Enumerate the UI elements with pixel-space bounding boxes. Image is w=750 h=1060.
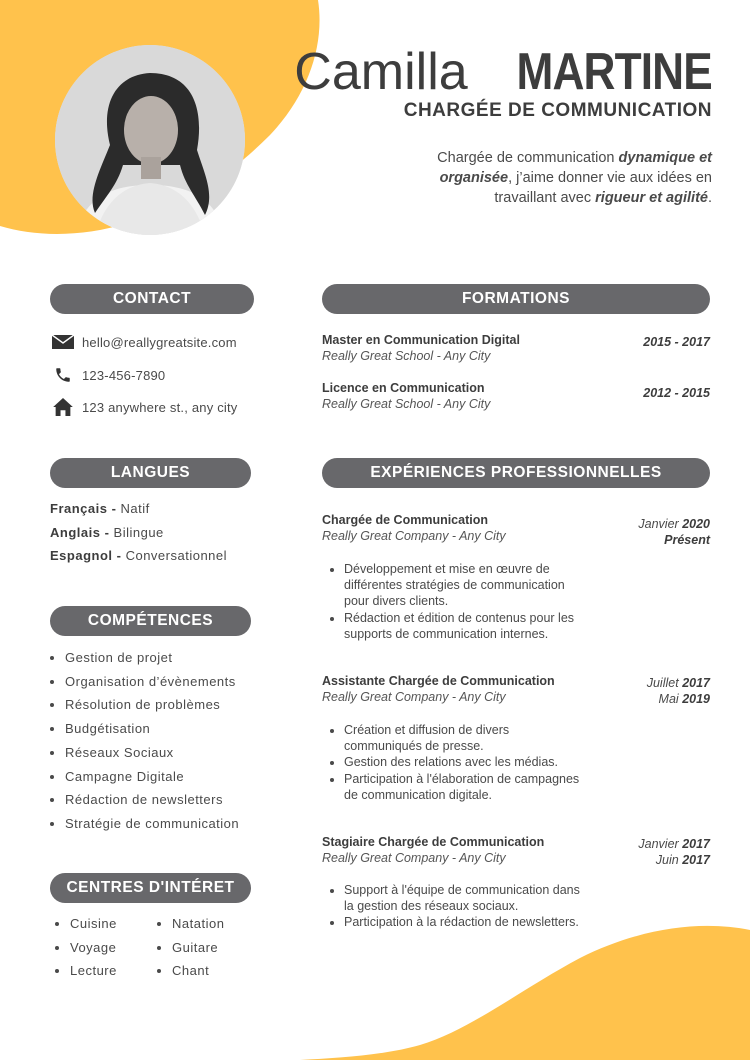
bottom-right-yellow-blob — [300, 926, 750, 1060]
date-year: 2017 — [682, 837, 710, 851]
experience-role: Assistante Chargée de Communication — [322, 674, 555, 688]
experience-tasks — [324, 722, 584, 803]
home-icon — [52, 398, 74, 416]
skill-item: • Stratégie de communication — [65, 812, 239, 836]
mail-icon — [52, 333, 74, 351]
task-item: • Rédaction et édition de contenus pour les supports de communication internes. — [344, 610, 584, 642]
date-month: Juin — [655, 853, 679, 867]
contact-phone[interactable]: 123-456-7890 — [82, 367, 166, 383]
task-item: • Participation à l'élaboration de campagnes de communication digitale. — [344, 771, 584, 803]
task-item: • Support à l'équipe de communication dans la gestion des réseaux sociaux. — [344, 882, 584, 914]
language-separator: - — [107, 501, 121, 516]
phone-icon — [52, 366, 74, 384]
date-year: 2019 — [682, 692, 710, 706]
formation-years — [643, 334, 710, 350]
formations-heading: FORMATIONS — [322, 284, 710, 314]
contact-address: 123 anywhere st., any city — [82, 399, 238, 415]
first-name: Camilla — [294, 43, 468, 101]
experience-item — [322, 513, 506, 543]
date-month: Mai — [658, 692, 679, 706]
formation-school: Really Great School - Any City — [322, 397, 491, 411]
date-year: 2017 — [682, 853, 710, 867]
intro-emphasis: rigueur et agilité — [595, 190, 708, 206]
contact-address-row — [52, 398, 238, 416]
interets-heading: CENTRES D'INTÉRET — [50, 873, 251, 903]
portrait-image — [55, 45, 245, 235]
experience-tasks — [324, 882, 584, 931]
formation-item — [322, 333, 520, 363]
competences-list — [50, 646, 239, 836]
skill-item: • Gestion de projet — [65, 646, 239, 670]
interets-col-2 — [157, 912, 224, 983]
skill-item: • Campagne Digitale — [65, 765, 239, 789]
language-level: Conversationnel — [125, 548, 228, 563]
language-item — [50, 525, 164, 540]
language-item — [50, 548, 227, 563]
intro-emphasis: dynamique et organisée — [439, 150, 712, 186]
formation-years-text: 2015 - 2017 — [643, 335, 710, 349]
intro-part: , j’aime donner vie aux idées en travaillant avec — [494, 170, 712, 206]
experiences-heading: EXPÉRIENCES PROFESSIONNELLES — [322, 458, 710, 488]
date-year: Présent — [664, 533, 710, 547]
interest-item: • Voyage — [70, 936, 117, 960]
skill-item: • Résolution de problèmes — [65, 693, 239, 717]
formation-degree: Licence en Communication — [322, 381, 485, 395]
experience-company: Really Great Company - Any City — [322, 851, 506, 865]
intro-text — [392, 148, 712, 208]
language-item — [50, 501, 150, 516]
language-separator: - — [112, 548, 126, 563]
experience-company: Really Great Company - Any City — [322, 529, 506, 543]
langues-heading: LANGUES — [50, 458, 251, 488]
intro-part: . — [707, 190, 712, 206]
full-name — [294, 42, 712, 102]
language-name: Anglais — [50, 525, 101, 540]
formation-years-text: 2012 - 2015 — [643, 386, 710, 400]
date-month: Janvier — [638, 517, 679, 531]
experience-item — [322, 835, 544, 865]
intro-part: Chargée de communication — [437, 150, 619, 166]
interest-item: • Guitare — [172, 936, 224, 960]
last-name: MARTINE — [516, 43, 712, 101]
competences-heading: COMPÉTENCES — [50, 606, 251, 636]
contact-email-row — [52, 333, 237, 351]
skill-item: • Réseaux Sociaux — [65, 741, 239, 765]
formation-years — [643, 385, 710, 401]
task-item: • Création et diffusion de divers communiqués de presse. — [344, 722, 584, 754]
date-month: Janvier — [638, 837, 679, 851]
contact-heading: CONTACT — [50, 284, 254, 314]
skill-item: • Rédaction de newsletters — [65, 788, 239, 812]
task-item: • Gestion des relations avec les médias. — [344, 754, 584, 770]
experience-dates — [638, 516, 710, 548]
experience-role: Chargée de Communication — [322, 513, 488, 527]
skill-item: • Budgétisation — [65, 717, 239, 741]
date-year: 2020 — [682, 517, 710, 531]
experience-tasks — [324, 561, 584, 642]
language-name: Français — [50, 501, 108, 516]
contact-email[interactable]: hello@reallygreatsite.com — [82, 334, 237, 350]
skill-item: • Organisation d’évènements — [65, 670, 239, 694]
experience-company: Really Great Company - Any City — [322, 690, 506, 704]
interest-item: • Natation — [172, 912, 224, 936]
experience-dates — [638, 836, 710, 868]
task-item: • Développement et mise en œuvre de différentes stratégies de communication pour divers clients. — [344, 561, 584, 610]
date-month: Juillet — [646, 676, 679, 690]
experience-item — [322, 674, 555, 704]
language-level: Natif — [120, 501, 150, 516]
profile-photo — [55, 45, 245, 235]
interest-item: • Cuisine — [70, 912, 117, 936]
interest-item: • Chant — [172, 959, 224, 983]
contact-phone-row — [52, 366, 165, 384]
job-title: CHARGÉE DE COMMUNICATION — [403, 100, 712, 121]
language-name: Espagnol — [50, 548, 113, 563]
language-separator: - — [100, 525, 114, 540]
task-item: • Participation à la rédaction de newsletters. — [344, 914, 584, 930]
language-level: Bilingue — [113, 525, 164, 540]
experience-role: Stagiaire Chargée de Communication — [322, 835, 545, 849]
formation-school: Really Great School - Any City — [322, 349, 491, 363]
interets-col-1 — [55, 912, 117, 983]
date-year: 2017 — [682, 676, 710, 690]
interest-item: • Lecture — [70, 959, 117, 983]
experience-dates — [647, 675, 710, 707]
formation-degree: Master en Communication Digital — [322, 333, 520, 347]
formation-item — [322, 381, 490, 411]
